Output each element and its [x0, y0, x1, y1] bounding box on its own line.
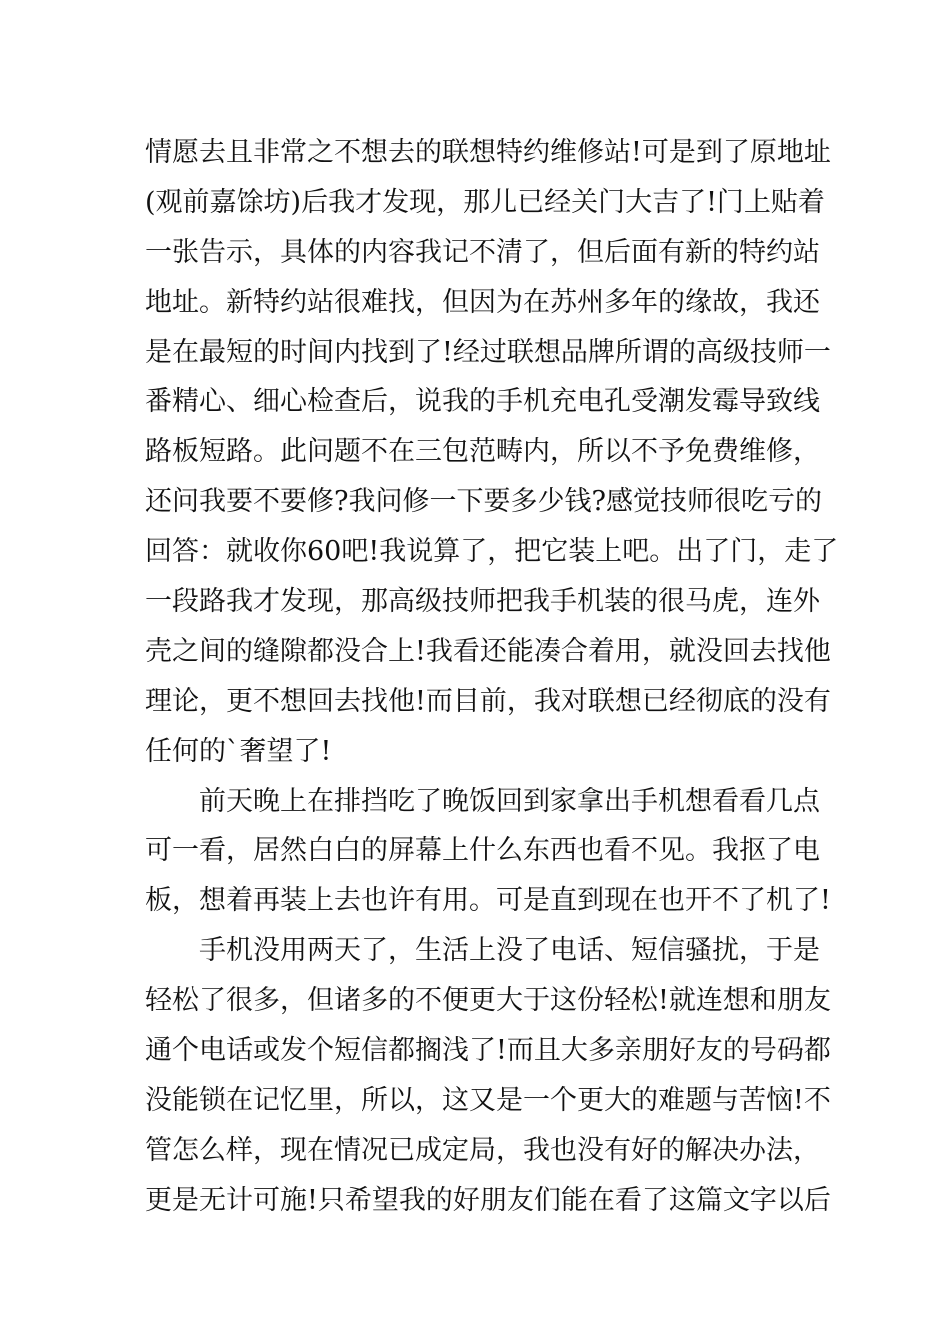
text-line: 手机没用两天了，生活上没了电话、短信骚扰，于是 [199, 935, 820, 967]
text-line: 路板短路。此问题不在三包范畴内，所以不予免费维修， [145, 436, 820, 468]
text-line: 是在最短的时间内找到了!经过联想品牌所谓的高级技师一 [145, 336, 831, 368]
text-line: 更是无计可施!只希望我的好朋友们能在看了这篇文字以后 [145, 1184, 831, 1216]
text-line: 板，想着再装上去也许有用。可是直到现在也开不了机了! [145, 885, 831, 917]
text-line: 回答：就收你60吧!我说算了，把它装上吧。出了门，走了 [145, 536, 839, 568]
text-line: 通个电话或发个短信都搁浅了!而且大多亲朋好友的号码都 [145, 1035, 831, 1067]
text-line: 情愿去且非常之不想去的联想特约维修站!可是到了原地址 [145, 137, 831, 168]
text-line: (观前嘉馀坊)后我才发现，那儿已经关门大吉了!门上贴着 [145, 186, 825, 218]
text-line: 轻松了很多，但诸多的不便更大于这份轻松!就连想和朋友 [145, 985, 831, 1017]
article-body [145, 128, 839, 1226]
paragraph-1 [145, 128, 839, 777]
text-line: 任何的`奢望了! [145, 735, 332, 767]
text-line: 壳之间的缝隙都没合上!我看还能凑合着用，就没回去找他 [145, 635, 831, 667]
paragraph-3 [145, 926, 831, 1225]
text-line: 一张告示，具体的内容我记不清了，但后面有新的特约站 [145, 236, 820, 268]
text-line: 前天晚上在排挡吃了晚饭回到家拿出手机想看看几点 [199, 785, 820, 817]
paragraph-2 [145, 777, 831, 927]
text-line: 还问我要不要修?我问修一下要多少钱?感觉技师很吃亏的 [145, 486, 822, 518]
text-line: 地址。新特约站很难找，但因为在苏州多年的缘故，我还 [145, 286, 820, 318]
text-line: 没能锁在记忆里，所以，这又是一个更大的难题与苦恼!不 [145, 1084, 831, 1116]
text-line: 理论，更不想回去找他!而目前，我对联想已经彻底的没有 [145, 685, 831, 717]
text-line: 一段路我才发现，那高级技师把我手机装的很马虎，连外 [145, 586, 820, 618]
text-line: 可一看，居然白白的屏幕上什么东西也看不见。我抠了电 [145, 835, 820, 867]
text-line: 管怎么样，现在情况已成定局，我也没有好的解决办法， [145, 1134, 820, 1166]
text-line: 番精心、细心检查后，说我的手机充电孔受潮发霉导致线 [145, 386, 820, 418]
